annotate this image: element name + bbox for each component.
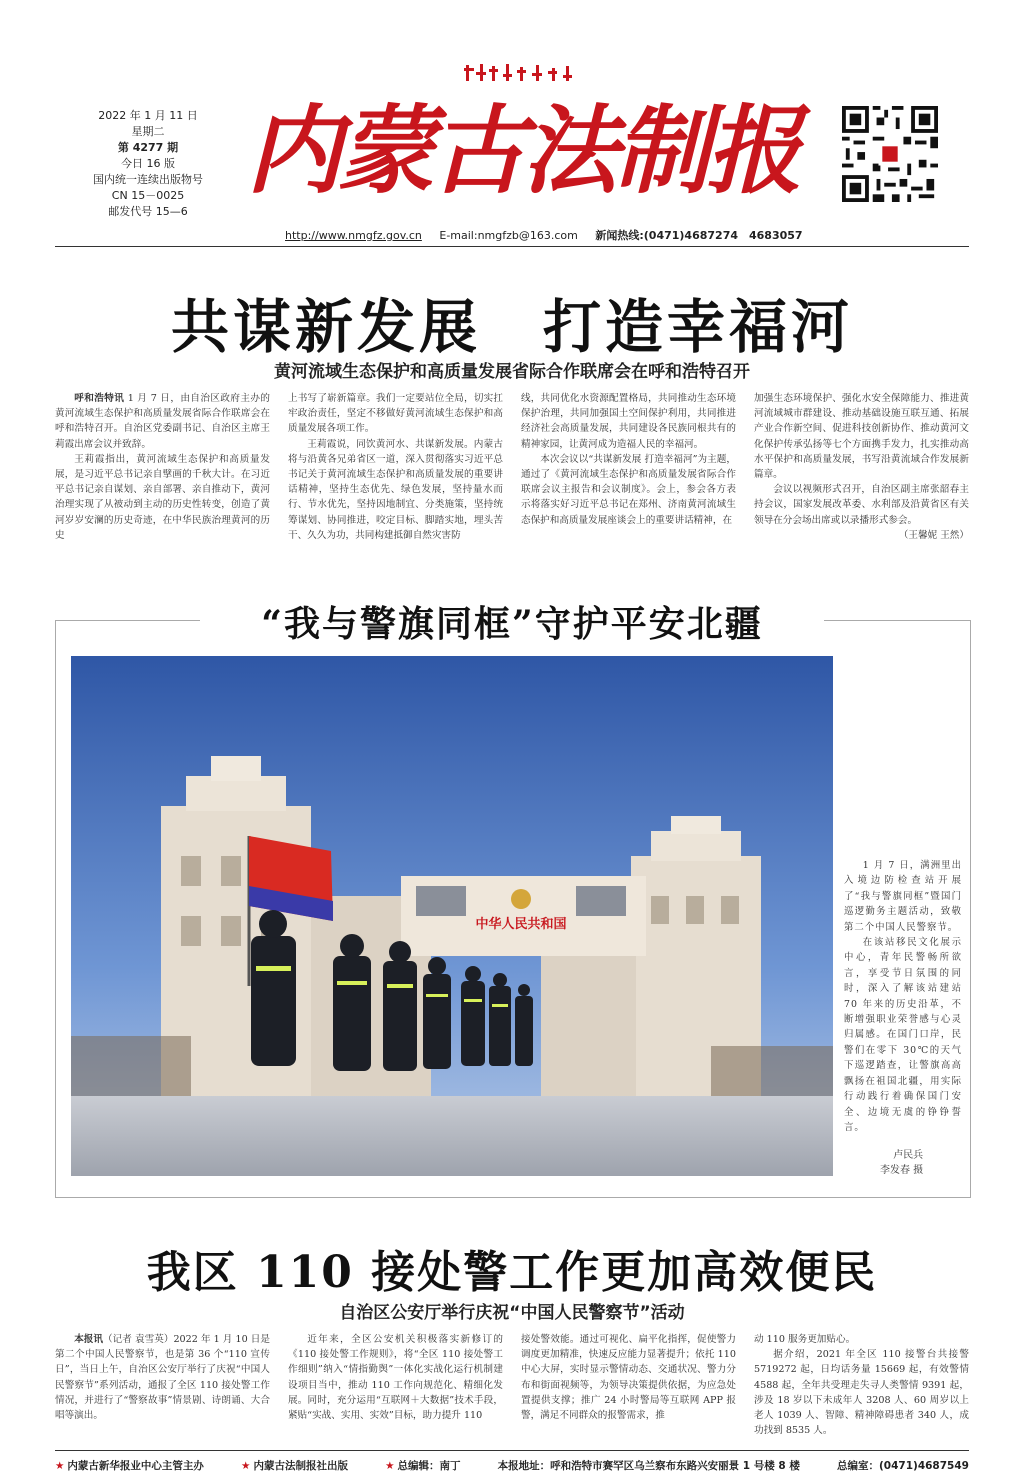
- article1-column-3: 线，共同优化水资源配置格局，共同推动生态环境保护治理，共同加强国土空间保护利用，共同推进经济社会高质量发展，共同建设各民族同根共有的精神家园，让黄河成为造福人民的幸福河。 本次会议以“共谋新发展 打造幸福河”为主题，通过了《黄河流域生态保护和高质量发展省际合作联席会议主报告和会议制度》。会上，参会各方表示将落实好习近平总书记在郑州、济南黄河流域生态保护和高质量发展座谈会上的重要讲话精神，在: [521, 393, 736, 526]
- issue-date: 2022 年 1 月 11 日: [98, 109, 198, 122]
- article2-column-4: 动 110 服务更加贴心。 据介绍，2021 年全区 110 接警台共接警 5719272 起，日均话务量 15669 起，有效警情 4588 起，全年共受理走失寻人类警情 9391 起，涉及 18 岁以下未成年人 3208 人、60 周岁以上老人 1039 人、智障、精神障碍患者 340 人，成功找到 8535 人。: [754, 1334, 969, 1437]
- email-link[interactable]: E-mail:nmgfzb@163.com: [439, 229, 578, 242]
- national-emblem-icon: [511, 889, 531, 909]
- cn-code: CN 15－0025: [111, 189, 185, 202]
- issue-weekday: 星期二: [131, 125, 165, 138]
- star-icon: ★: [385, 1459, 395, 1472]
- mongolian-script-logo: [462, 62, 582, 84]
- article2-body: [55, 1332, 969, 1448]
- masthead-divider: [55, 246, 969, 247]
- trees-right: [711, 1046, 833, 1096]
- article2-column-3: 接处警效能。通过可视化、扁平化指挥，促使警力调度更加精准，快速反应能力显著提升；依托 110 中心大屏，实时显示警情动态、交通状况、警力分布和街面视频等，为领导决策提供依据，为应急处置提供支撑；推广 24 小时警局等互联网 APP 报警，满足不同群众的报警需求，推: [521, 1334, 736, 1422]
- footer-office: 总编室：(0471)4687549: [837, 1459, 969, 1472]
- article1-column-4: 加强生态环境保护、强化水安全保障能力、推进黄河流域城市群建设、推动基础设施互联互通、拓展产业合作新空间、促进科技创新协作、推动黄河文化保护传承弘扬等七个方面携手发力，扎实推动高水平保护和高质量发展，书写沿黄流域合作发展新篇章。 会议以视频形式召开，自治区副主席张韶春主持会议，国家发展改革委、水利部及沿黄省区有关领导在分会场出席或以录播形式参会。 （王馨妮 王然）: [754, 391, 969, 563]
- newspaper-title-logo: [232, 86, 812, 210]
- website-link[interactable]: http://www.nmgfz.gov.cn: [285, 229, 422, 242]
- star-icon: ★: [241, 1459, 251, 1472]
- photo-credit: 卢民兵 李发春 摄: [880, 1150, 924, 1176]
- postal-code: 邮发代号 15—6: [108, 205, 188, 218]
- article1-headline: 共谋新发展 打造幸福河: [170, 293, 853, 361]
- footer-address: 本报地址：呼和浩特市赛罕区乌兰察布东路兴安丽景 1 号楼 8 楼: [497, 1459, 800, 1472]
- feature-headline: “我与警旗同框”守护平安北疆: [200, 596, 824, 647]
- plaza-ground: [71, 1096, 833, 1176]
- article1-byline: （王馨妮 王然）: [898, 529, 969, 541]
- issue-number: 第 4277 期: [117, 141, 179, 154]
- footer-editor: ★ 总编辑：南丁: [385, 1459, 461, 1472]
- article1-dateline: 呼和浩特讯: [74, 393, 125, 404]
- gate-sign-text: 中华人民共和国: [475, 917, 567, 932]
- article1-body: [55, 391, 969, 563]
- qr-code-icon: [842, 106, 938, 202]
- footer-divider: [55, 1450, 969, 1451]
- trees-left: [71, 1036, 191, 1096]
- star-icon: ★: [55, 1459, 65, 1472]
- footer: [55, 1454, 969, 1476]
- page-count: 今日 16 版: [121, 157, 175, 170]
- article2-headline: 我区 110 接处警工作更加高效便民: [146, 1247, 878, 1298]
- serial-label: 国内统一连续出版物号: [93, 173, 203, 186]
- feature-photo: [71, 656, 833, 1176]
- article1-column-1: 呼和浩特讯 1 月 7 日，由自治区政府主办的黄河流域生态保护和高质量发展省际合作联席会在呼和浩特召开。自治区党委副书记、自治区主席王莉霞出席会议并致辞。 王莉霞指出，黄河流域生态保护和高质量发展，是习近平总书记亲自擘画的千秋大计。在习近平总书记亲自谋划、亲自部署、亲自推动下，黄河治理实现了从被动到主动的历史性转变，创造了黄河岁岁安澜的历史奇迹，在中华民族治理黄河的历史: [55, 393, 270, 541]
- article1-subheadline: 黄河流域生态保护和高质量发展省际合作联席会在呼和浩特召开: [274, 362, 750, 382]
- masthead-meta: [78, 108, 218, 220]
- contact-line: [285, 227, 817, 243]
- article2-dateline: 本报讯: [74, 1334, 104, 1345]
- newspaper-title: 内蒙古法制报: [246, 94, 798, 207]
- article1-column-2: 上书写了崭新篇章。我们一定要站位全局，切实扛牢政治责任，坚定不移做好黄河流域生态保护和高质量发展各项工作。 王莉霞说，同饮黄河水、共谋新发展。内蒙古将与沿黄各兄弟省区一道，深入贯彻落实习近平总书记关于黄河流域生态保护和高质量发展的重要讲话精神，坚持生态优先、绿色发展，坚持量水而行、节水优先，坚持因地制宜、分类施策，坚持统筹谋划、协同推进，咬定目标、脚踏实地，埋头苦干、久久为功，共同构建抵御自然灾害防: [288, 393, 503, 541]
- article2-column-2: 近年来，全区公安机关积极落实新修订的《110 接处警工作规则》，将“全区 110 接处警工作细则”纳入“情指勤舆”一体化实战化运行机制建设项目当中，推动 110 工作向规范化、精细化发展。同时，充分运用“互联网＋大数据”技术手段，紧贴“实战、实用、实效”目标，助力提升 110: [288, 1334, 503, 1422]
- article2-subheadline: 自治区公安厅举行庆祝“中国人民警察节”活动: [339, 1303, 685, 1323]
- footer-sponsor: ★ 内蒙古新华报业中心主管主办: [55, 1459, 204, 1472]
- feature-caption: 1 月 7 日，满洲里出入境边防检查站开展了“我与警旗同框”暨国门巡逻勤务主题活动，致敬第二个中国人民警察节。 在该站移民文化展示中心，青年民警畅所欲言，享受节日氛围的同时，深入了解该站建站 70 年来的历史沿革，不断增强职业荣誉感与心灵归属感。在国门口岸，民警们在零下 30℃的天气下巡逻踏查，让警旗高高飘扬在祖国北疆，用实际行动践行着确保国门安全、边境无虞的铮铮誓言。: [844, 860, 962, 1133]
- news-hotline: 新闻热线:(0471)4687274 4683057: [595, 229, 803, 242]
- article2-column-1: 本报讯（记者 袁雪英）2022 年 1 月 10 日是第二个中国人民警察节，也是第 36 个“110 宣传日”，当日上午，自治区公安厅举行了庆祝“中国人民警察节”系列活动，通报了全区 110 接处警工作情况，并进行了“警察故事”情景剧、诗朗诵、大合唱等演出。: [55, 1334, 270, 1422]
- footer-publisher: ★ 内蒙古法制报社出版: [241, 1459, 348, 1472]
